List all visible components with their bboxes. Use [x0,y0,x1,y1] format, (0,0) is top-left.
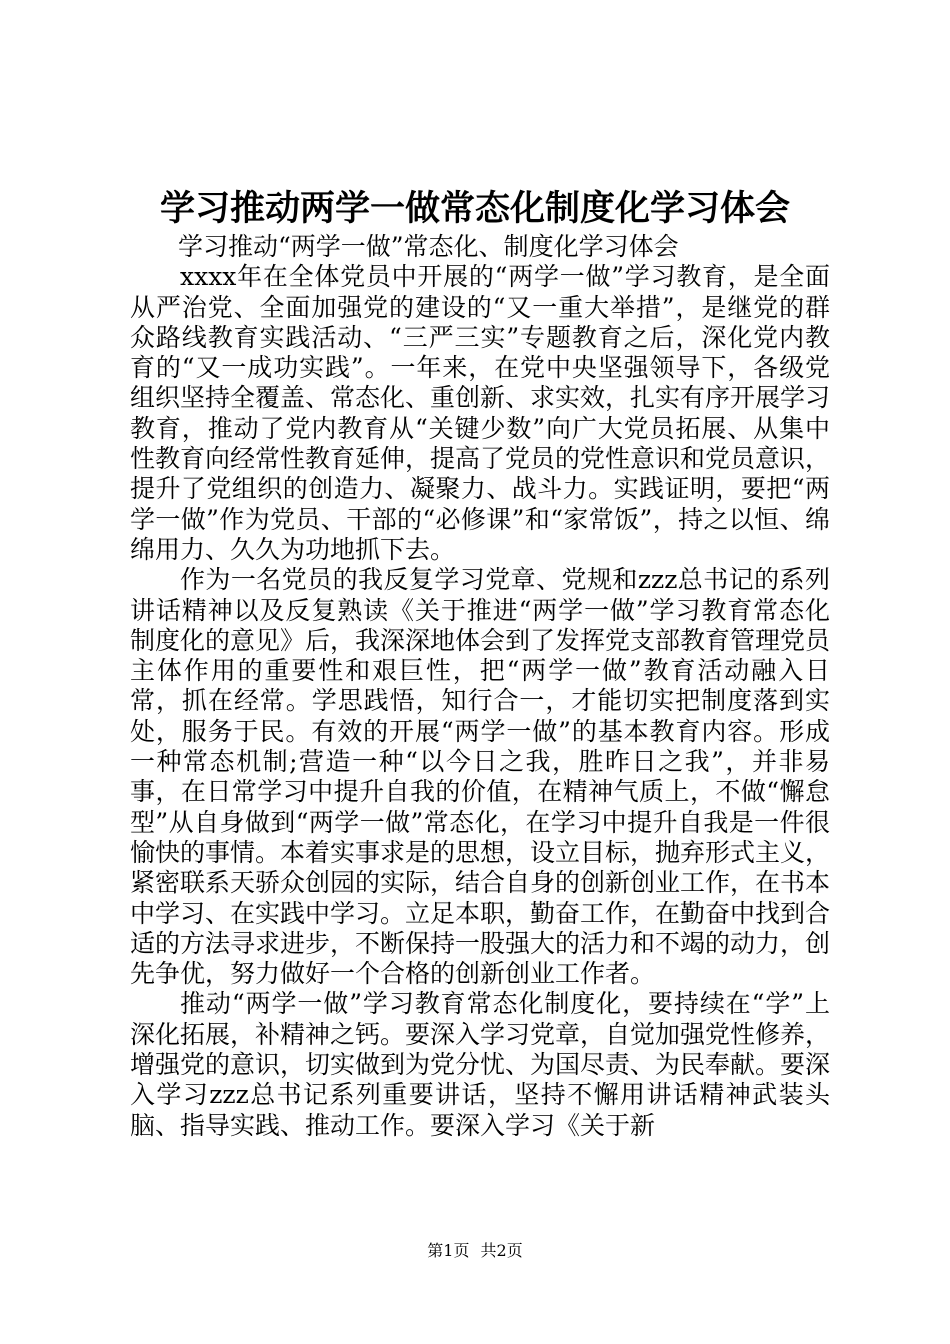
paragraph-1: xxxx年在全体党员中开展的“两学一做”学习教育，是全面从严治党、全面加强党的建设的“又一重大举措”，是继党的群众路线教育实践活动、“三严三实”专题教育之后，深化党内教育的“又一成功实践”。一年来，在党中央坚强领导下，各级党组织坚持全覆盖、常态化、重创新、求实效，扎实有序开展学习教育，推动了党内教育从“关键少数”向广大党员拓展、从集中性教育向经常性教育延伸，提高了党员的党性意识和党员意识，提升了党组织的创造力、凝聚力、战斗力。实践证明，要把“两学一做”作为党员、干部的“必修课”和“家常饭”，持之以恒、绵绵用力、久久为功地抓下去。 [130,262,831,564]
page-number-total: 共2页 [480,1241,523,1260]
document-subtitle: 学习推动“两学一做”常态化、制度化学习体会 [178,232,679,261]
paragraph-2: 作为一名党员的我反复学习党章、党规和zzz总书记的系列讲话精神以及反复熟读《关于推进“两学一做”学习教育常态化制度化的意见》后，我深深地体会到了发挥党支部教育管理党员主体作用的重要性和艰巨性，把“两学一做”教育活动融入日常，抓在经常。学思践悟，知行合一，才能切实把制度落到实处，服务于民。有效的开展“两学一做”的基本教育内容。形成一种常态机制;营造一种“以今日之我，胜昨日之我”，并非易事，在日常学习中提升自我的价值，在精神气质上，不做“懈怠型”从自身做到“两学一做”常态化，在学习中提升自我是一件很愉快的事情。本着实事求是的思想，设立目标，抛弃形式主义，紧密联系天骄众创园的实际，结合自身的创新创业工作，在书本中学习、在实践中学习。立足本职，勤奋工作，在勤奋中找到合适的方法寻求进步，不断保持一股强大的活力和不竭的动力，创先争优，努力做好一个合格的创新创业工作者。 [130,565,831,989]
document-title: 学习推动两学一做常态化制度化学习体会 [159,188,790,229]
page-footer [0,1240,950,1262]
paragraph-3: 推动“两学一做”学习教育常态化制度化，要持续在“学”上深化拓展，补精神之钙。要深入学习党章，自觉加强党性修养，增强党的意识，切实做到为党分忧、为国尽责、为民奉献。要深入学习zzz总书记系列重要讲话，坚持不懈用讲话精神武装头脑、指导实践、推动工作。要深入学习《关于新 [130,989,831,1140]
page-number-current: 第1页 [427,1241,470,1260]
document-body [130,232,830,1141]
